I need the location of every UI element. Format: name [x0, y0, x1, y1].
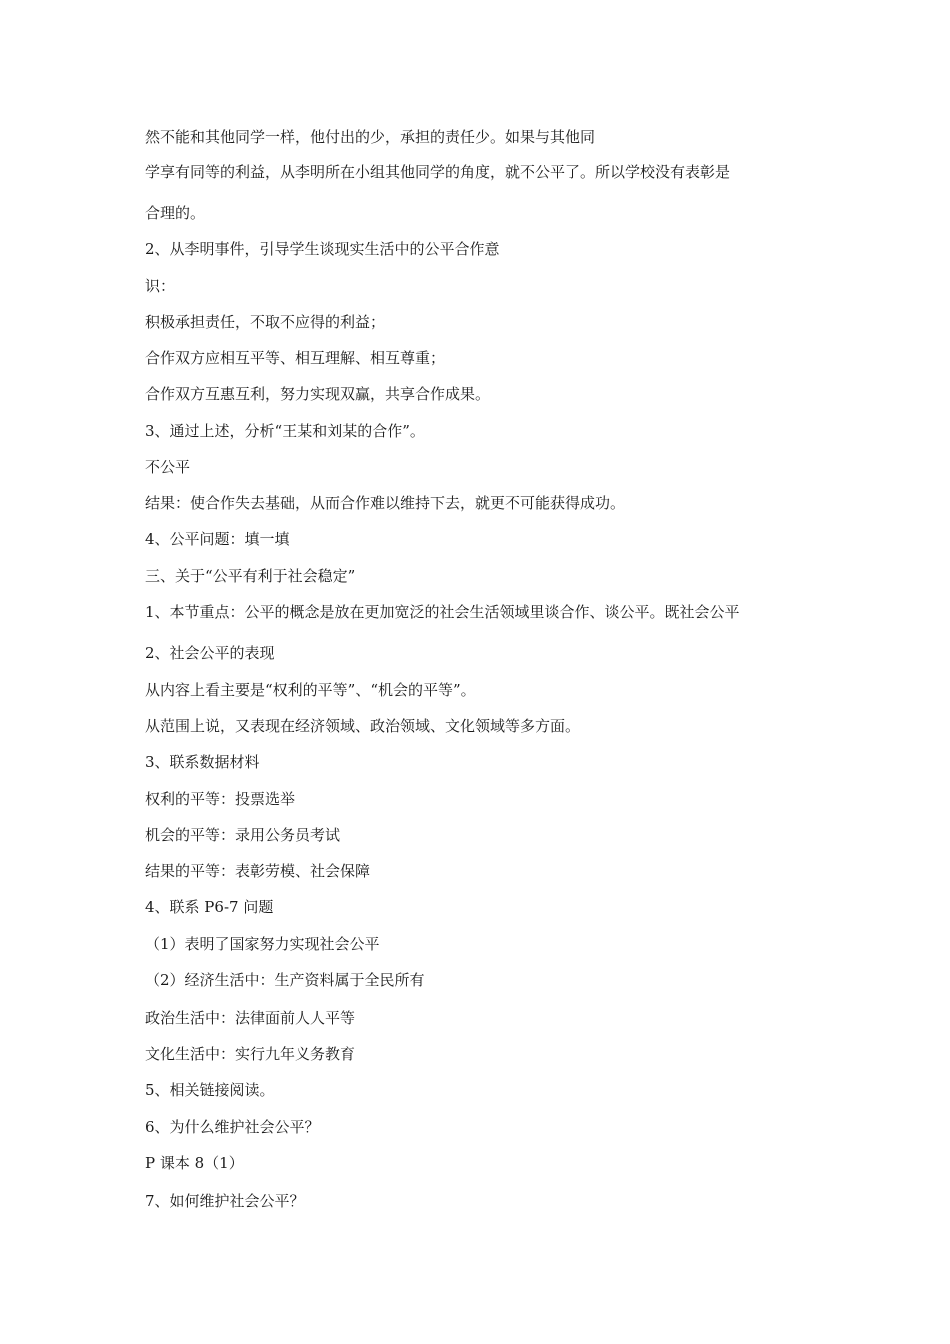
text-line-13: 三、关于“公平有利于社会稳定”: [145, 567, 356, 585]
text-line-18: 3、联系数据材料: [145, 753, 260, 771]
text-line-8: 合作双方互惠互利，努力实现双赢，共享合作成果。: [145, 385, 491, 403]
text-line-15: 2、社会公平的表现: [145, 644, 275, 662]
text-line-4: 2、从李明事件，引导学生谈现实生活中的公平合作意: [145, 240, 500, 258]
text-line-11: 结果：使合作失去基础，从而合作难以维持下去，就更不可能获得成功。: [145, 494, 626, 512]
text-line-24: （2）经济生活中：生产资料属于全民所有: [145, 971, 425, 989]
text-line-5: 识：: [145, 277, 176, 295]
text-line-22: 4、联系 P6-7 问题: [145, 898, 274, 916]
text-line-9: 3、通过上述，分析“王某和刘某的合作”。: [145, 422, 425, 440]
text-line-1: 然不能和其他同学一样，他付出的少，承担的责任少。如果与其他同: [145, 128, 596, 146]
text-line-30: 7、如何维护社会公平？: [145, 1192, 305, 1210]
text-line-14: 1、本节重点：公平的概念是放在更加宽泛的社会生活领域里谈合作、谈公平。既社会公平: [145, 603, 740, 621]
text-line-16: 从内容上看主要是“权利的平等”、“机会的平等”。: [145, 681, 476, 699]
text-line-6: 积极承担责任，不取不应得的利益；: [145, 313, 386, 331]
text-line-21: 结果的平等：表彰劳模、社会保障: [145, 862, 371, 880]
text-line-3: 合理的。: [145, 204, 206, 222]
text-line-2: 学享有同等的利益，从李明所在小组其他同学的角度，就不公平了。所以学校没有表彰是: [145, 163, 731, 181]
text-line-27: 5、相关链接阅读。: [145, 1081, 275, 1099]
text-line-7: 合作双方应相互平等、相互理解、相互尊重；: [145, 349, 446, 367]
text-line-19: 权利的平等：投票选举: [145, 790, 296, 808]
text-line-23: （1）表明了国家努力实现社会公平: [145, 935, 380, 953]
text-line-20: 机会的平等：录用公务员考试: [145, 826, 341, 844]
text-line-28: 6、为什么维护社会公平？: [145, 1118, 320, 1136]
text-line-29: P 课本 8（1）: [145, 1154, 244, 1172]
text-line-17: 从范围上说，又表现在经济领域、政治领域、文化领域等多方面。: [145, 717, 581, 735]
text-line-26: 文化生活中：实行九年义务教育: [145, 1045, 356, 1063]
text-line-10: 不公平: [145, 458, 191, 476]
text-line-25: 政治生活中：法律面前人人平等: [145, 1009, 356, 1027]
text-line-12: 4、公平问题：填一填: [145, 530, 290, 548]
